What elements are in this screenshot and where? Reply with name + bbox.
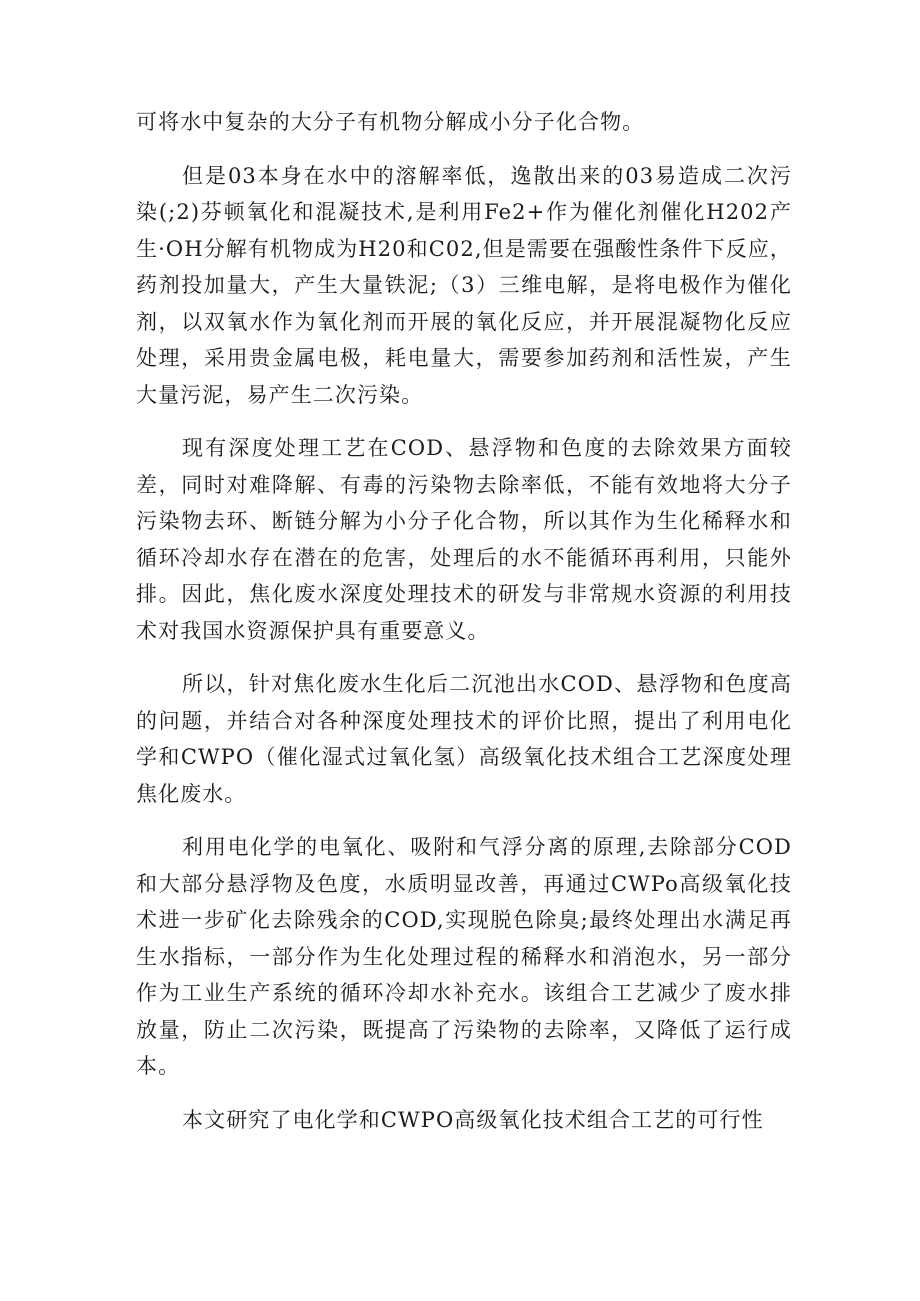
paragraph-2: 但是03本身在水中的溶解率低，逸散出来的03易造成二次污染(;2)芬顿氧化和混凝技术,是利用Fe2+作为催化剂催化H202产生·OH分解有机物成为H20和C02,但是需要在强酸性条件下反应，药剂投加量大，产生大量铁泥;（3）三维电解，是将电极作为催化剂，以双氧水作为氧化剂而开展的氧化反应，并开展混凝物化反应处理，采用贵金属电极，耗电量大，需要参加药剂和活性炭，产生大量污泥，易产生二次污染。 — [136, 163, 793, 407]
paragraph-1: 可将水中复杂的大分子有机物分解成小分子化合物。 — [136, 110, 645, 134]
paragraph-4: 所以，针对焦化废水生化后二沉池出水COD、悬浮物和色度高的问题，并结合对各种深度处理技术的评价比照，提出了利用电化学和CWPO（催化湿式过氧化氢）高级氧化技术组合工艺深度处理焦化废水。 — [136, 672, 792, 806]
paragraph-3: 现有深度处理工艺在COD、悬浮物和色度的去除效果方面较差，同时对难降解、有毒的污染物去除率低，不能有效地将大分子污染物去环、断链分解为小分子化合物，所以其作为生化稀释水和循环冷却水存在潜在的危害，处理后的水不能循环再利用，只能外排。因此，焦化废水深度处理技术的研发与非常规水资源的利用技术对我国水资源保护具有重要意义。 — [136, 436, 792, 643]
paragraph-6: 本文研究了电化学和CWPO高级氧化技术组合工艺的可行性 — [182, 1107, 764, 1132]
document-body — [136, 104, 792, 1155]
paragraph-5: 利用电化学的电氧化、吸附和气浮分离的原理,去除部分COD和大部分悬浮物及色度，水质明显改善，再通过CWPo高级氧化技术进一步矿化去除残余的COD,实现脱色除臭;最终处理出水满足再生水指标，一部分作为生化处理过程的稀释水和消泡水，另一部分作为工业生产系统的循环冷却水补充水。该组合工艺减少了废水排放量，防止二次污染，既提高了污染物的去除率，又降低了运行成本。 — [136, 835, 792, 1078]
